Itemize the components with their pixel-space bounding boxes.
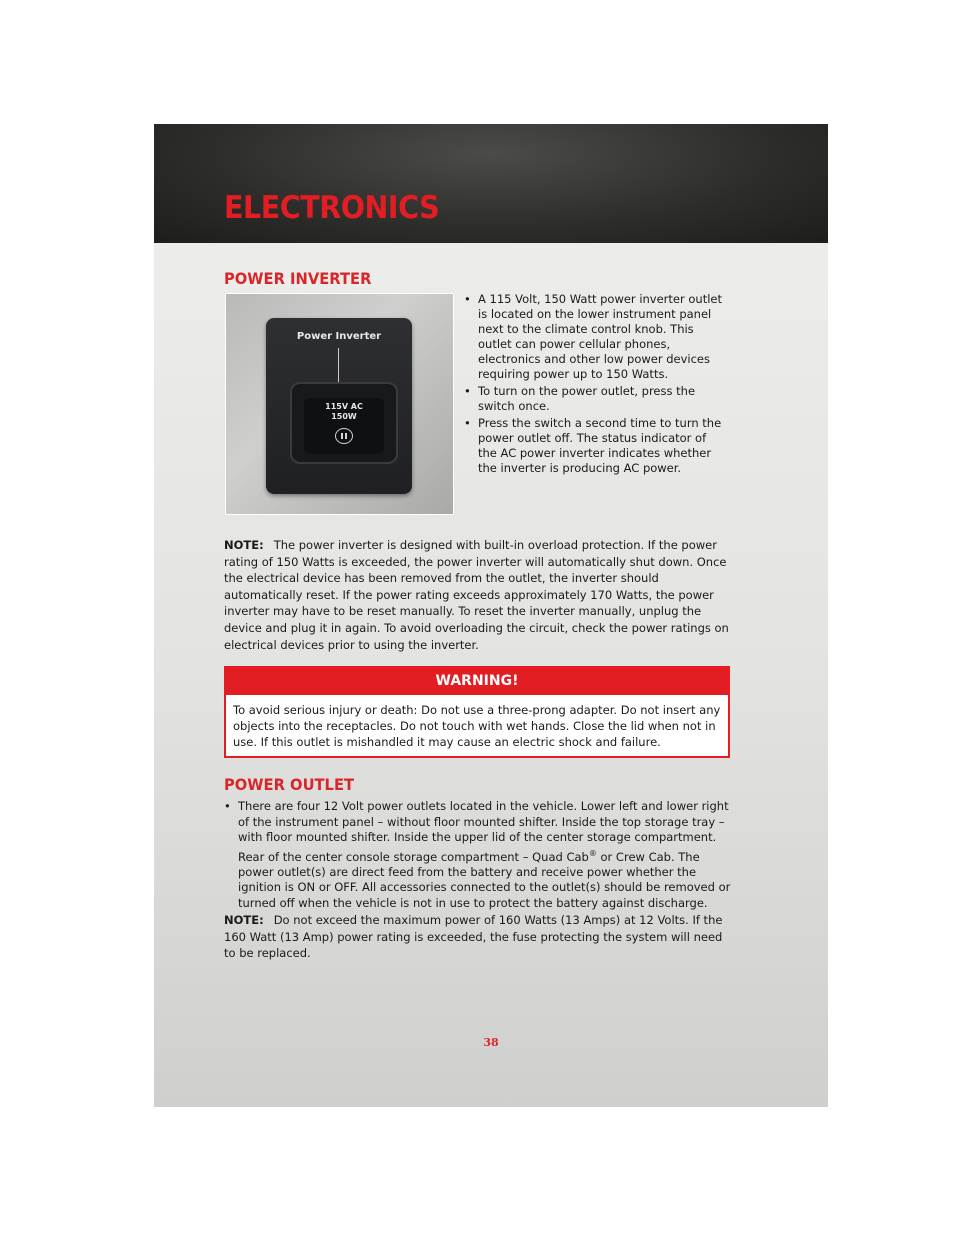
outlet-wattage: 150W	[331, 412, 357, 421]
page-header	[154, 124, 828, 243]
outlet-housing	[290, 382, 398, 464]
bullet-text: There are four 12 Volt power outlets located in the vehicle. Lower left and lower right of the instrument panel – without floor mounted shifter. Inside the top storage tray – with floor mounted shifter. Inside the upper lid of the center storage compartment. Rear of the center console storage compartment – Quad Cab	[238, 799, 729, 864]
note-label: NOTE:	[224, 538, 264, 552]
list-item: • To turn on the power outlet, press the switch once.	[464, 384, 726, 414]
page-number: 38	[483, 1036, 499, 1049]
list-item: • A 115 Volt, 150 Watt power inverter outlet is located on the lower instrument panel next to the climate control knob. This outlet can power cellular phones, electronics and other low power devices requiring power up to 150 Watts.	[464, 292, 726, 382]
outlet-spec	[304, 402, 384, 422]
warning-text: To avoid serious injury or death: Do not use a three-prong adapter. Do not insert any objects into the receptacles. Do not touch with wet hands. Close the lid when not in use. If this outlet is mishandled it may cause an electric shock and failure.	[233, 703, 721, 749]
warning-heading: WARNING!	[226, 668, 728, 695]
note-text: Do not exceed the maximum power of 160 Watts (13 Amps) at 12 Volts. If the 160 Watt (13 Amp) power rating is exceeded, the fuse protecting the system will need to be replaced.	[224, 913, 723, 961]
power-outlet-bullets	[224, 799, 734, 913]
power-outlet-note	[224, 912, 730, 962]
outlet-voltage: 115V AC	[325, 402, 363, 411]
power-outlet-heading: POWER OUTLET	[224, 775, 355, 794]
power-inverter-note	[224, 537, 730, 653]
note-label: NOTE:	[224, 913, 264, 927]
registered-mark: ®	[588, 848, 597, 858]
manual-page	[154, 124, 828, 1107]
note-text: The power inverter is designed with built-in overload protection. If the power rating of 150 Watts is exceeded, the power inverter will automatically shut down. Once the electrical device has been removed from the outlet, the inverter should automatically reset. If the power rating exceeds approximately 170 Watts, the power inverter may have to be reset manually. To reset the inverter manually, unplug the device and plug it in again. To avoid overloading the circuit, check the power ratings on electrical devices prior to using the inverter.	[224, 538, 729, 652]
outlet-face	[304, 398, 384, 454]
ac-socket-icon	[335, 428, 353, 444]
inverter-panel-label: Power Inverter	[296, 331, 382, 342]
power-inverter-heading: POWER INVERTER	[224, 269, 372, 288]
power-inverter-photo	[225, 293, 454, 515]
list-item	[224, 799, 734, 911]
warning-box	[224, 666, 730, 758]
inverter-panel	[266, 318, 412, 494]
power-inverter-bullets	[464, 292, 726, 478]
page-title: ELECTRONICS	[224, 190, 440, 226]
bullet-text-continued: or Crew Cab. The power outlet(s) are direct feed from the battery and receive power whether the ignition is ON or OFF. All accessories connected to the outlet(s) should be removed or turned off when the vehicle is not in use to protect the battery against discharge.	[238, 849, 731, 910]
list-item: • Press the switch a second time to turn the power outlet off. The status indicator of the AC power inverter indicates whether the inverter is producing AC power.	[464, 416, 726, 476]
